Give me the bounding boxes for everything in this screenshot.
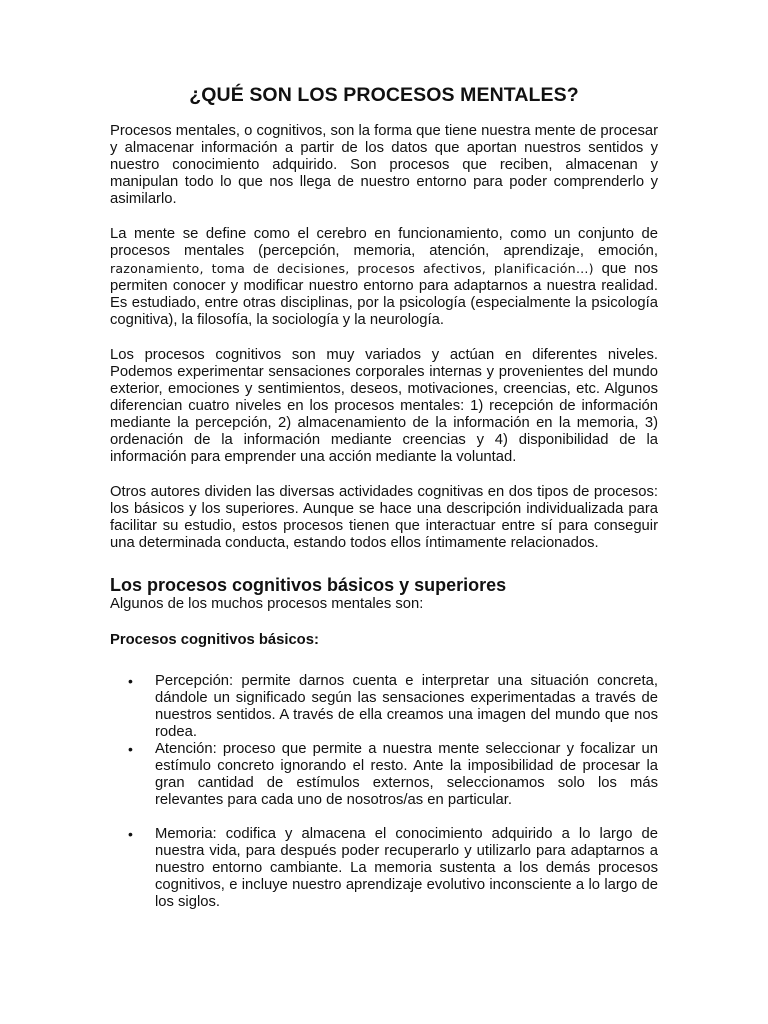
paragraph-mind [110,226,658,329]
page-title: ¿QUÉ SON LOS PROCESOS MENTALES? [189,84,579,106]
bullet-text: Atención: proceso que permite a nuestra mente seleccionar y focalizar un estímulo concreto ignorando el resto. Ante la imposibilidad de procesar la gran cantidad de estímulos externos, seleccionamos solo los más relevantes para cada uno de nosotros/as en particular. [155,741,658,808]
paragraph-levels: Los procesos cognitivos son muy variados y actúan en diferentes niveles. Podemos experimentar sensaciones corporales internas y provenientes del mundo exterior, emociones y sentimientos, deseos, motivaciones, creencias, etc. Algunos diferencian cuatro niveles en los procesos mentales: 1) recepción de información mediante la percepción, 2) almacenamiento de la información en la memoria, 3) ordenación de la información mediante creencias y 4) disponibilidad de la información para emprender una acción mediante la voluntad. [110,347,658,465]
paragraph-mind-part1: La mente se define como el cerebro en funcionamiento, como un conjunto de procesos mentales (percepción, memoria, atención, aprendizaje, emoción, [110,226,658,259]
paragraph-mind-part3: que nos permiten conocer y modificar nuestro entorno para adaptarnos a nuestra realidad. Es estudiado, entre otras disciplinas, por la psicología (especialmente la psicología cognitiva), la filosofía, la sociología y la neurología. [110,261,659,328]
bullet-list [110,673,658,911]
sub-heading-basic: Procesos cognitivos básicos: [110,632,319,648]
paragraph-mind-part2: razonamiento, toma de decisiones, procesos afectivos, planificación…) [110,261,594,276]
bullet-text: Memoria: codifica y almacena el conocimiento adquirido a lo largo de nuestra vida, para después poder recuperarlo y utilizarlo para adaptarnos a nuestro entorno cambiante. La memoria sustenta a los demás procesos cognitivos, e incluye nuestro aprendizaje evolutivo inconsciente a lo largo de los siglos. [155,826,658,910]
bullet-text: Percepción: permite darnos cuenta e interpretar una situación concreta, dándole un significado según las sensaciones experimentadas a través de nuestros sentidos. A través de ella creamos una imagen del mundo que nos rodea. [155,673,658,740]
bullet-item-percepcion [110,673,658,741]
section-heading: Los procesos cognitivos básicos y superiores [110,575,507,595]
bullet-icon: • [128,741,133,757]
intro-line: Algunos de los muchos procesos mentales son: [110,596,424,612]
paragraph-definition: Procesos mentales, o cognitivos, son la forma que tiene nuestra mente de procesar y almacenar información a partir de los datos que aportan nuestros sentidos y nuestro conocimiento adquirido. Son procesos que reciben, almacenan y manipulan todo lo que nos llega de nuestro entorno para poder comprenderlo y asimilarlo. [110,123,658,207]
bullet-item-memoria [110,826,658,911]
bullet-item-atencion [110,741,658,809]
bullet-icon: • [128,673,133,689]
bullet-icon: • [128,826,133,842]
paragraph-types: Otros autores dividen las diversas actividades cognitivas en dos tipos de procesos: los básicos y los superiores. Aunque se hace una descripción individualizada para facilitar su estudio, estos procesos tienen que interactuar entre sí para conseguir una determinada conducta, estando todos ellos íntimamente relacionados. [110,484,658,551]
